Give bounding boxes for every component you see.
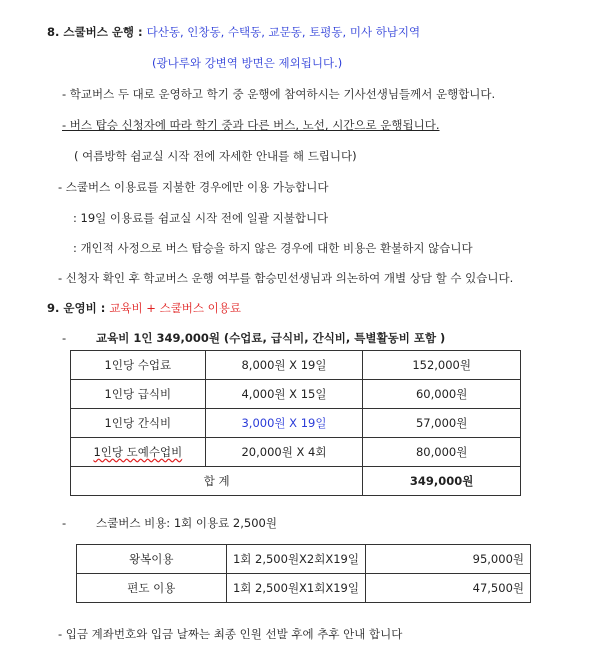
tuition-total-label: 합 계	[71, 467, 363, 496]
table-row	[77, 545, 531, 574]
tuition-calc: 3,000원 X 19일	[205, 409, 363, 438]
tuition-amount: 60,000원	[363, 380, 521, 409]
tuition-amount: 80,000원	[363, 438, 521, 467]
bus-item: 편도 이용	[77, 574, 227, 603]
table-row	[71, 380, 521, 409]
section8-excluded-note: (광나루와 강변역 방면은 제외됩니다.)	[152, 56, 343, 70]
section8-line-7: - 신청자 확인 후 학교버스 운행 여부를 함승민선생님과 의논하여 개별 상담 할 수 있습니다.	[58, 271, 514, 285]
table-total-row	[71, 467, 521, 496]
section8-line-3: ( 여름방학 쉼교실 시작 전에 자세한 안내를 해 드립니다)	[74, 149, 357, 163]
tuition-calc: 8,000원 X 19일	[205, 351, 363, 380]
section9-heading: 9. 운영비 :	[47, 301, 110, 315]
section9-heading-line	[47, 300, 241, 316]
section8-line-4: - 스쿨버스 이용료를 지불한 경우에만 이용 가능합니다	[58, 180, 329, 194]
section8-areas: 다산동, 인창동, 수택동, 교문동, 토평동, 미사 하남지역	[146, 25, 421, 39]
bus-calc: 1회 2,500원X2회X19일	[226, 545, 366, 574]
section8-heading-line	[47, 24, 420, 40]
tuition-amount: 57,000원	[363, 409, 521, 438]
bus-amount: 47,500원	[366, 574, 531, 603]
table-row	[71, 351, 521, 380]
tuition-calc: 20,000원 X 4회	[205, 438, 363, 467]
bus-dash: -	[62, 516, 67, 530]
section9-heading-detail: 교육비 + 스쿨버스 이용료	[109, 301, 242, 315]
footer-note: - 입금 계좌번호와 입금 날짜는 최종 인원 선발 후에 추후 안내 합니다	[58, 627, 403, 641]
bus-item: 왕복이용	[77, 545, 227, 574]
table-row	[77, 574, 531, 603]
tuition-item: 1인당 급식비	[71, 380, 206, 409]
bus-title: 스쿨버스 비용: 1회 이용료 2,500원	[96, 516, 277, 530]
tuition-total: 349,000원	[363, 467, 521, 496]
tuition-item: 1인당 간식비	[71, 409, 206, 438]
section8-line-2: - 버스 탑승 신청자에 따라 학기 중과 다른 버스, 노선, 시간으로 운행됩니다.	[62, 118, 440, 132]
table-row	[71, 409, 521, 438]
section8-line-6: : 개인적 사정으로 버스 탑승을 하지 않은 경우에 대한 비용은 환불하지 않습니다	[73, 241, 473, 255]
section8-line-5: : 19일 이용료를 쉼교실 시작 전에 일괄 지불합니다	[73, 211, 329, 225]
bus-table	[76, 544, 531, 603]
tuition-title: 교육비 1인 349,000원 (수업료, 급식비, 간식비, 특별활동비 포함 )	[96, 331, 446, 345]
tuition-amount: 152,000원	[363, 351, 521, 380]
bus-amount: 95,000원	[366, 545, 531, 574]
tuition-dash: -	[62, 331, 67, 345]
section8-heading: 8. 스쿨버스 운행 :	[47, 25, 147, 39]
tuition-item: 1인당 도예수업비	[71, 438, 206, 467]
tuition-table	[70, 350, 521, 496]
bus-calc: 1회 2,500원X1회X19일	[226, 574, 366, 603]
tuition-calc: 4,000원 X 15일	[205, 380, 363, 409]
section8-line-1: - 학교버스 두 대로 운영하고 학기 중 운행에 참여하시는 기사선생님들께서 운행합니다.	[62, 87, 496, 101]
table-row	[71, 438, 521, 467]
tuition-item: 1인당 수업료	[71, 351, 206, 380]
